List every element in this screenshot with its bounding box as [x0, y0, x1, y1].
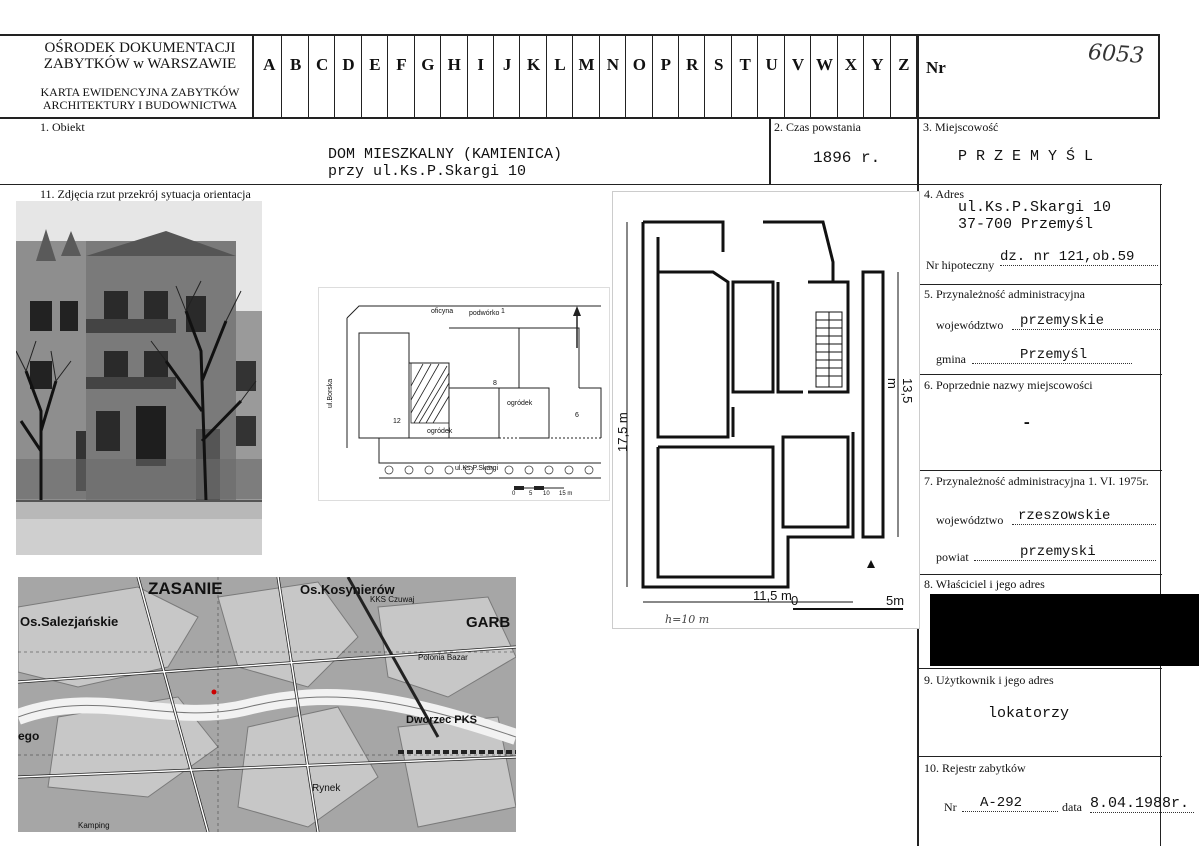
right-border — [1160, 184, 1161, 846]
alphabet-letter: L — [554, 55, 566, 74]
map-label-ego: ego — [18, 729, 40, 743]
map-label-zasanie: ZASANIE — [148, 579, 223, 598]
alphabet-divider — [704, 36, 705, 118]
czas-value: 1896 r. — [813, 149, 881, 167]
floor-plan-drawing — [613, 192, 919, 628]
alphabet-letter: D — [342, 55, 355, 74]
alphabet-letter: B — [289, 55, 302, 74]
building-photo — [16, 201, 262, 555]
alphabet-letter: X — [844, 55, 858, 74]
rejestr-nr-label: Nr — [944, 800, 957, 814]
site-scale-10: 10 — [543, 491, 550, 497]
alphabet-divider — [837, 36, 838, 118]
header-bottom-line — [0, 117, 1160, 119]
alphabet-divider — [890, 36, 891, 118]
right-border-top — [1158, 34, 1160, 119]
hipoteczny-value: dz. nr 121,ob.59 — [1000, 249, 1158, 266]
alphabet-letter: G — [421, 55, 435, 74]
obiekt-line1: DOM MIESZKALNY (KAMIENICA) — [328, 146, 563, 163]
dim-height: 17,5 m — [615, 412, 630, 452]
zdjecia-label: 11. Zdjęcia rzut przekrój sytuacja orientacja — [40, 187, 251, 201]
site-num-12: 12 — [393, 418, 401, 425]
sec9-bottom — [918, 756, 1162, 757]
sec6-bottom — [918, 470, 1162, 471]
woj-label: województwo — [936, 318, 1004, 332]
alphabet-divider — [731, 36, 732, 118]
alphabet-divider — [467, 36, 468, 118]
map-label-kks: KKS Czuwaj — [370, 595, 415, 604]
uzytkownik-label: 9. Użytkownik i jego adres — [924, 673, 1054, 687]
redacted-owner-block — [930, 594, 1199, 666]
site-street-left: ul.Borska — [327, 378, 334, 408]
site-ogrodek: ogródek — [427, 428, 453, 435]
map-label-rynek: Rynek — [312, 783, 341, 794]
alphabet-divider — [308, 36, 309, 118]
alphabet-letter: C — [315, 55, 329, 74]
site-num-6: 6 — [575, 412, 579, 419]
alphabet-letter: W — [815, 55, 833, 74]
uzytkownik-value: lokatorzy — [988, 705, 1070, 722]
card-name — [30, 86, 250, 112]
alphabet-letter: V — [791, 55, 805, 74]
header-divider — [252, 34, 254, 118]
alphabet-divider — [334, 36, 335, 118]
alphabet-letter: T — [739, 55, 751, 74]
dim-width: 11,5 m — [753, 588, 792, 603]
wlasciciel-label: 8. Właściciel i jego adres — [924, 577, 1045, 591]
site-num-8: 8 — [493, 380, 497, 387]
alphabet-letter: Z — [898, 55, 910, 74]
poprzednie-label: 6. Poprzednie nazwy miejscowości — [924, 378, 1093, 392]
nr-label: Nr — [926, 58, 946, 77]
poprzednie-value: - — [1022, 414, 1032, 432]
gmina-value: Przemyśl — [972, 347, 1132, 364]
alphabet-letter: F — [396, 55, 407, 74]
city-map — [18, 577, 516, 832]
alphabet-divider — [810, 36, 811, 118]
czas-label: 2. Czas powstania — [774, 120, 861, 134]
site-ogrodek2: ogródek — [507, 400, 533, 407]
scale-five: 5m — [886, 593, 905, 608]
alphabet-letter: I — [477, 55, 485, 74]
obiekt-line2: przy ul.Ks.P.Skargi 10 — [328, 163, 527, 180]
h-note: h=10 m — [665, 613, 710, 626]
adres-line1: ul.Ks.P.Skargi 10 — [958, 199, 1112, 216]
woj-value: przemyskie — [1012, 313, 1160, 330]
site-num-1: 1 — [501, 308, 505, 315]
alphabet-letter: J — [502, 55, 512, 74]
alphabet-letter: Y — [871, 55, 884, 74]
org-line1: OŚRODEK DOKUMENTACJI — [44, 40, 236, 56]
map-label-kamping: Kamping — [78, 821, 110, 830]
scale-zero: 0 — [791, 593, 799, 608]
przynaleznosc-label: 5. Przynależność administracyjna — [924, 287, 1085, 301]
site-scale-5: 5 — [529, 491, 533, 497]
card-line1: KARTA EWIDENCYJNA ZABYTKÓW — [40, 85, 240, 99]
site-oficyna: oficyna — [431, 308, 454, 315]
alphabet-divider — [493, 36, 494, 118]
hipoteczny-label: Nr hipoteczny — [926, 258, 995, 272]
alphabet-letter: A — [263, 55, 276, 74]
org-name — [30, 40, 250, 72]
adres-label: 4. Adres — [924, 187, 964, 201]
top-border — [0, 34, 1160, 36]
alphabet-divider — [916, 36, 917, 118]
map-label-garb: GARB — [466, 614, 511, 631]
floor-plan — [612, 191, 920, 629]
alphabet-divider — [440, 36, 441, 118]
map-label-kosynierow: Os.Kosynierów — [300, 582, 395, 597]
alphabet-divider — [599, 36, 600, 118]
alphabet-letter: E — [369, 55, 381, 74]
obiekt-label: 1. Obiekt — [40, 120, 85, 134]
alphabet-letter: O — [632, 55, 646, 74]
alphabet-divider — [784, 36, 785, 118]
woj1975-label: województwo — [936, 513, 1004, 527]
alphabet-letter: P — [660, 55, 671, 74]
map-label-dworzec: Dworzec PKS — [406, 714, 477, 726]
site-street-bottom: ul.Ks.P.Skargi — [455, 465, 499, 472]
gmina-label: gmina — [936, 352, 966, 366]
obiekt-value — [328, 146, 562, 180]
alphabet-letter: H — [447, 55, 461, 74]
alphabet-divider — [387, 36, 388, 118]
alphabet-divider — [572, 36, 573, 118]
alphabet-divider — [361, 36, 362, 118]
map-label-polonia: Polonia Bazar — [418, 653, 468, 662]
woj1975-value: rzeszowskie — [1012, 508, 1156, 525]
sec4-bottom — [918, 284, 1162, 285]
przynaleznosc1975-label: 7. Przynależność administracyjna 1. VI. 1975r. — [924, 474, 1149, 488]
alphabet-divider — [281, 36, 282, 118]
rejestr-data-label: data — [1062, 800, 1082, 814]
building-photo-image — [16, 201, 262, 555]
row1-bottom-line — [0, 184, 1162, 185]
miejscowosc-label: 3. Miejscowość — [923, 120, 999, 134]
site-podworko: podwórko — [469, 310, 500, 317]
site-scale-15: 15 m — [559, 491, 573, 497]
alphabet-letter: M — [578, 55, 595, 74]
card-line2: ARCHITEKTURY I BUDOWNICTWA — [42, 98, 238, 112]
sec8-bottom — [918, 668, 1162, 669]
alphabet-divider — [652, 36, 653, 118]
sec5-bottom — [918, 374, 1162, 375]
alphabet-divider — [414, 36, 415, 118]
alphabet-letter: N — [606, 55, 620, 74]
alphabet-divider — [519, 36, 520, 118]
alphabet-letter: R — [686, 55, 699, 74]
rejestr-data-value: 8.04.1988r. — [1090, 795, 1194, 813]
sec7-bottom — [918, 574, 1162, 575]
rejestr-nr-value: A-292 — [962, 795, 1058, 812]
alphabet-letter: U — [765, 55, 778, 74]
powiat-value: przemyski — [974, 544, 1156, 561]
rejestr-label: 10. Rejestr zabytków — [924, 761, 1026, 775]
adres-line2: 37-700 Przemyśl — [958, 216, 1094, 233]
alphabet-divider — [678, 36, 679, 118]
alphabet-divider — [625, 36, 626, 118]
czas-divider — [769, 117, 771, 185]
alphabet-letter: S — [713, 55, 724, 74]
org-line2: ZABYTKÓW w WARSZAWIE — [43, 56, 237, 72]
site-plan — [318, 287, 610, 501]
map-label-salezjanskie: Os.Salezjańskie — [20, 614, 119, 629]
adres-value — [958, 199, 1111, 233]
powiat-label: powiat — [936, 550, 969, 564]
alphabet-divider — [757, 36, 758, 118]
site-scale-0: 0 — [512, 491, 516, 497]
nr-handwritten: 6053 — [1087, 40, 1145, 69]
dim-depth: 13,5 m — [885, 378, 915, 404]
alphabet-divider — [863, 36, 864, 118]
alphabet-divider — [546, 36, 547, 118]
miejscowosc-value: P R Z E M Y Ś L — [958, 148, 1094, 165]
alphabet-letter: K — [526, 55, 541, 74]
